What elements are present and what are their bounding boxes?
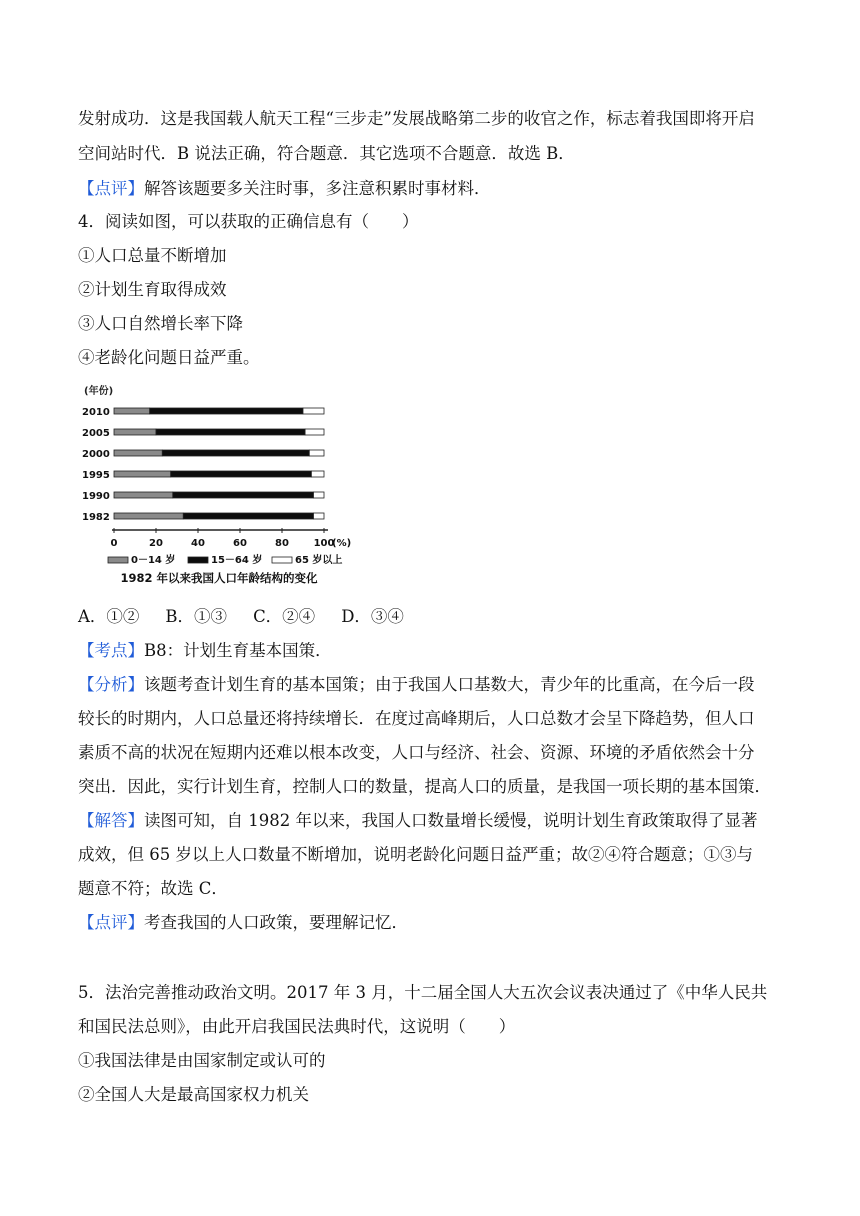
fenxi-line: 突出．因此，实行计划生育，控制人口的数量，提高人口的质量，是我国一项长期的基本国策． <box>78 777 771 796</box>
dianping-tag: 【点评】 <box>78 179 144 198</box>
comment-line <box>78 178 800 200</box>
bar-segment-age-15-64 <box>173 492 314 498</box>
option-b[interactable]: B．①③ <box>165 607 228 626</box>
chart-svg <box>78 380 360 592</box>
dianping-line <box>78 912 800 934</box>
bar-segment-age-65-plus <box>305 429 324 435</box>
paragraph-line: 发射成功．这是我国载人航天工程“三步走”发展战略第二步的收官之作，标志着我国即将开启 <box>78 109 755 128</box>
bar-segment-age-65-plus <box>303 408 324 414</box>
paragraph-line: 空间站时代．B 说法正确，符合题意．其它选项不合题意．故选 B． <box>78 144 575 163</box>
fenxi-line <box>78 674 800 696</box>
x-axis-label: (%) <box>332 538 352 549</box>
bar-segment-age-0-14 <box>114 429 156 435</box>
legend-swatch <box>108 557 128 563</box>
jieda-tag: 【解答】 <box>78 811 144 830</box>
legend-label: 0－14 岁 <box>131 555 176 566</box>
fenxi-text: 该题考查计划生育的基本国策；由于我国人口基数大，青少年的比重高，在今后一段 <box>144 675 755 694</box>
tick-label-year: 1995 <box>82 470 110 481</box>
bar-segment-age-65-plus <box>309 450 324 456</box>
comment-text: 解答该题要多关注时事，多注意积累时事材料． <box>144 179 491 198</box>
tick-label-year: 1990 <box>82 491 110 502</box>
tick-label-percent: 0 <box>110 538 118 549</box>
option-c[interactable]: C．②④ <box>253 607 316 626</box>
question-4-stem: 4．阅读如图，可以获取的正确信息有（ ） <box>78 212 419 231</box>
question-5-item: ①我国法律是由国家制定或认可的 <box>78 1051 326 1070</box>
bar-segment-age-15-64 <box>156 429 305 435</box>
bar-segment-age-0-14 <box>114 492 173 498</box>
jieda-line <box>78 810 800 832</box>
question-4-item: ④老龄化问题日益严重。 <box>78 348 260 367</box>
option-d[interactable]: D．③④ <box>341 607 404 626</box>
tick-label-percent: 80 <box>275 538 289 549</box>
jieda-line: 成效，但 65 岁以上人口数量不断增加，说明老龄化问题日益严重；故②④符合题意；①③与 <box>78 845 753 864</box>
answer-options <box>78 606 800 628</box>
jieda-line: 题意不符；故选 C． <box>78 879 228 898</box>
fenxi-tag: 【分析】 <box>78 675 144 694</box>
tick-label-percent: 20 <box>149 538 163 549</box>
tick-label-year: 1982 <box>82 512 110 523</box>
question-4-item: ③人口自然增长率下降 <box>78 314 243 333</box>
fenxi-line: 素质不高的状况在短期内还难以根本改变，人口与经济、社会、资源、环境的矛盾依然会十分 <box>78 743 755 762</box>
fenxi-line: 较长的时期内，人口总量还将持续增长．在度过高峰期后，人口总数才会呈下降趋势，但人口 <box>78 709 755 728</box>
bar-segment-age-0-14 <box>114 450 162 456</box>
bar-segment-age-15-64 <box>150 408 303 414</box>
question-5-item: ②全国人大是最高国家权力机关 <box>78 1085 309 1104</box>
bar-segment-age-65-plus <box>314 513 325 519</box>
kaodian-line <box>78 640 800 662</box>
question-5-stem: 和国民法总则》，由此开启我国民法典时代，这说明（ ） <box>78 1017 516 1036</box>
bar-segment-age-0-14 <box>114 513 183 519</box>
bar-segment-age-65-plus <box>314 492 325 498</box>
bar-segment-age-0-14 <box>114 471 171 477</box>
bar-segment-age-15-64 <box>162 450 309 456</box>
question-4-item: ②计划生育取得成效 <box>78 280 227 299</box>
bar-segment-age-65-plus <box>311 471 324 477</box>
y-axis-label: (年份) <box>84 386 114 397</box>
bar-segment-age-15-64 <box>183 513 313 519</box>
jieda-text: 读图可知，自 1982 年以来，我国人口数量增长缓慢，说明计划生育政策取得了显著 <box>144 811 758 830</box>
kaodian-tag: 【考点】 <box>78 641 144 660</box>
tick-label-percent: 100 <box>313 538 335 549</box>
population-age-structure-chart <box>78 380 360 592</box>
bar-segment-age-0-14 <box>114 408 150 414</box>
option-a[interactable]: A．①② <box>78 607 140 626</box>
question-4-item: ①人口总量不断增加 <box>78 246 227 265</box>
legend-swatch <box>272 557 292 563</box>
dianping-tag: 【点评】 <box>78 913 144 932</box>
tick-label-year: 2010 <box>82 407 110 418</box>
kaodian-text: B8：计划生育基本国策． <box>144 641 332 660</box>
tick-label-year: 2005 <box>82 428 110 439</box>
bar-segment-age-15-64 <box>171 471 312 477</box>
tick-label-percent: 40 <box>191 538 205 549</box>
tick-label-year: 2000 <box>82 449 110 460</box>
question-5-stem: 5．法治完善推动政治文明。2017 年 3 月，十二届全国人大五次会议表决通过了《中华人民共 <box>78 983 768 1002</box>
legend-label: 65 岁以上 <box>295 555 343 566</box>
tick-label-percent: 60 <box>233 538 247 549</box>
legend-label: 15－64 岁 <box>211 555 263 566</box>
dianping-text: 考查我国的人口政策，要理解记忆． <box>144 913 408 932</box>
chart-title: 1982 年以来我国人口年龄结构的变化 <box>120 571 318 585</box>
legend-swatch <box>188 557 208 563</box>
